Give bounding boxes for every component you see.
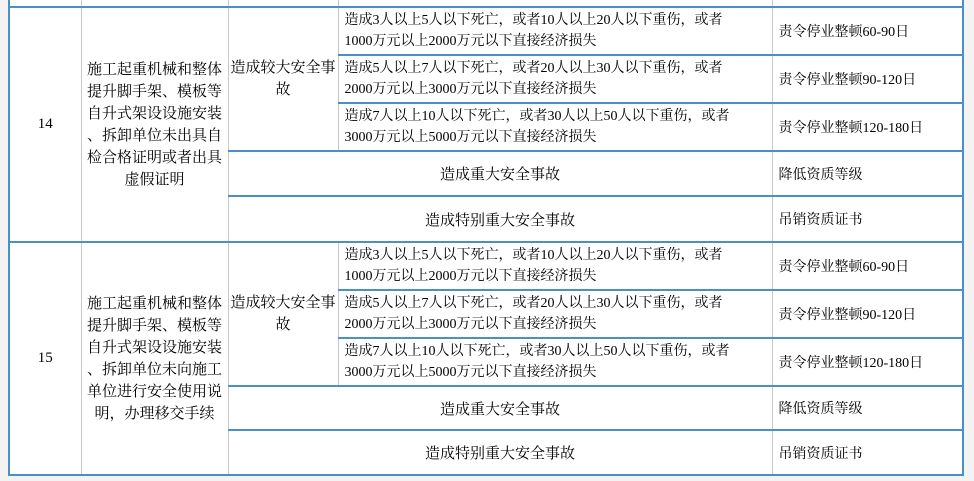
table-top-clipped-row [9,0,963,7]
clipped-cell [338,0,772,7]
penalty-cell: 责令停业整顿60-90日 [772,242,963,290]
penalty-table [8,0,964,476]
condition-cell: 造成重大安全事故 [228,386,772,430]
penalty-cell: 吊销资质证书 [772,430,963,475]
regulation-table-container [8,0,962,476]
violation-description: 施工起重机械和整体提升脚手架、模板等自升式架设设施安装、拆卸单位未出具自检合格证明或者出具虚假证明 [81,7,228,242]
penalty-cell: 责令停业整顿90-120日 [772,290,963,338]
clipped-cell [9,0,81,7]
condition-cell: 造成3人以上5人以下死亡，或者10人以上20人以下重伤，或者1000万元以上2000万元以下直接经济损失 [338,7,772,55]
table-row [9,7,963,55]
penalty-cell: 责令停业整顿90-120日 [772,55,963,103]
table-row [9,242,963,290]
condition-cell: 造成特别重大安全事故 [228,196,772,242]
accident-category: 造成较大安全事故 [228,7,338,151]
row-block-14 [9,7,963,242]
condition-cell: 造成特别重大安全事故 [228,430,772,475]
row-number: 14 [9,7,81,242]
penalty-cell: 降低资质等级 [772,386,963,430]
condition-cell: 造成重大安全事故 [228,151,772,196]
penalty-cell: 降低资质等级 [772,151,963,196]
penalty-cell: 吊销资质证书 [772,196,963,242]
penalty-cell: 责令停业整顿60-90日 [772,7,963,55]
row-number: 15 [9,242,81,475]
penalty-cell: 责令停业整顿120-180日 [772,338,963,386]
clipped-cell [81,0,228,7]
condition-cell: 造成7人以上10人以下死亡，或者30人以上50人以下重伤，或者3000万元以上5000万元以下直接经济损失 [338,338,772,386]
condition-cell: 造成3人以上5人以下死亡，或者10人以上20人以下重伤，或者1000万元以上2000万元以下直接经济损失 [338,242,772,290]
condition-cell: 造成7人以上10人以下死亡，或者30人以上50人以下重伤，或者3000万元以上5000万元以下直接经济损失 [338,103,772,151]
clipped-cell [772,0,963,7]
condition-cell: 造成5人以上7人以下死亡，或者20人以上30人以下重伤，或者2000万元以上3000万元以下直接经济损失 [338,290,772,338]
row-block-15 [9,242,963,475]
clipped-row [9,0,963,7]
condition-cell: 造成5人以上7人以下死亡，或者20人以上30人以下重伤，或者2000万元以上3000万元以下直接经济损失 [338,55,772,103]
violation-description: 施工起重机械和整体提升脚手架、模板等自升式架设设施安装、拆卸单位未向施工单位进行安全使用说明，办理移交手续 [81,242,228,475]
accident-category: 造成较大安全事故 [228,242,338,386]
penalty-cell: 责令停业整顿120-180日 [772,103,963,151]
clipped-cell [228,0,338,7]
